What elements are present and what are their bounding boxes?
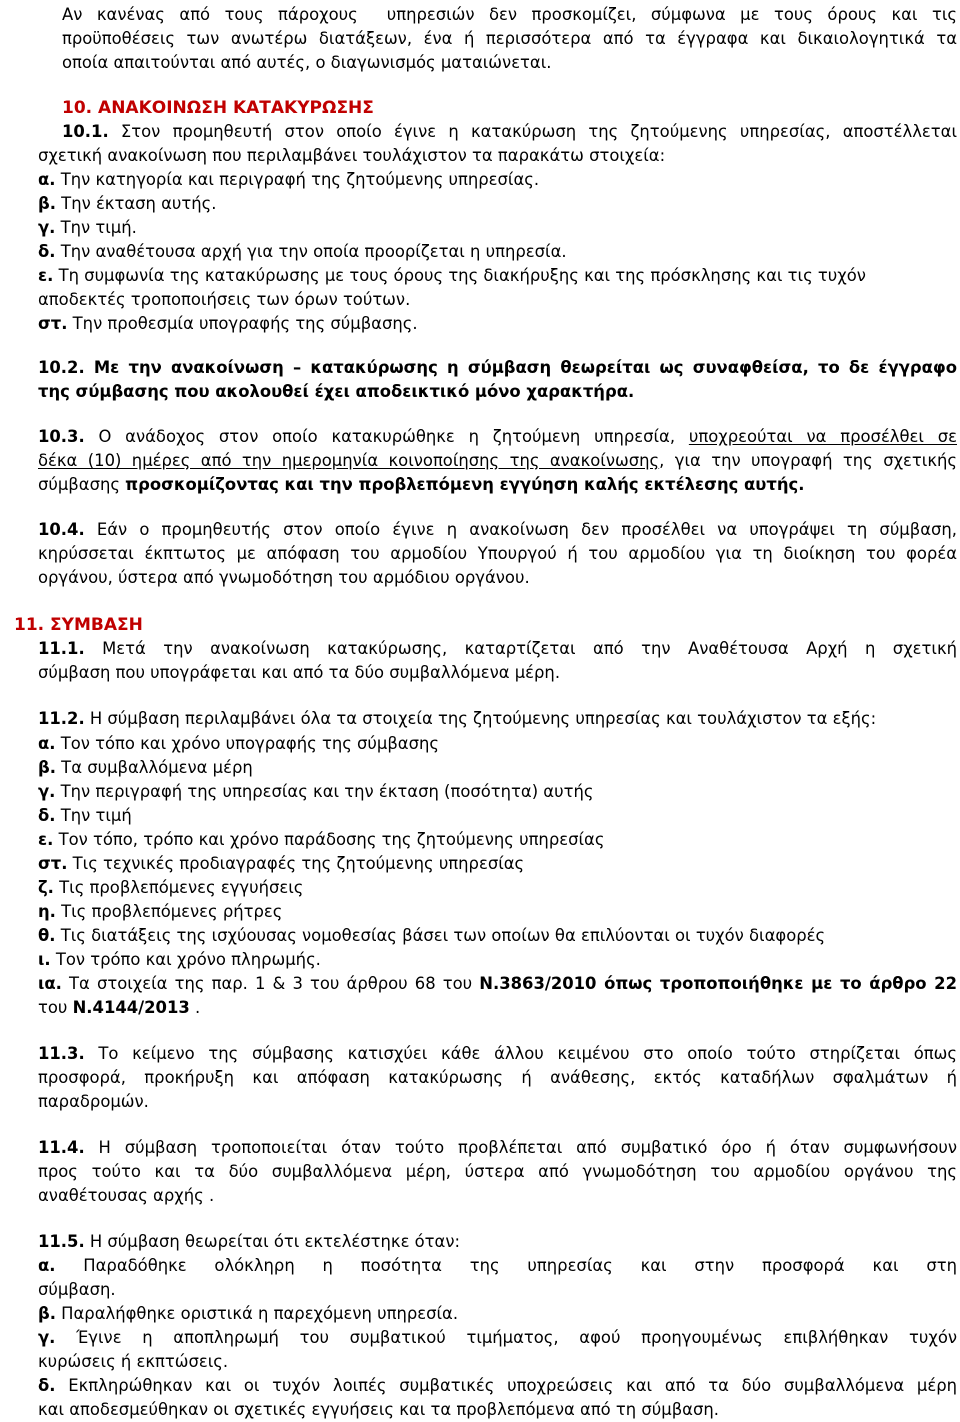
para-10-1-line-2: σχετική ανακοίνωση που περιλαμβάνει τουλάχιστον τα παρακάτω στοιχεία: — [38, 146, 666, 165]
list-label: ζ. — [38, 878, 54, 897]
list-text: Τη συμφωνία της κατακύρωσης με τους όρους της διακήρυξης και της πρόσκλησης και τις τυχόν — [53, 266, 866, 285]
list-text: Τις διατάξεις της ισχύουσας νομοθεσίας βάσει των οποίων θα επιλύονται οι τυχόν διαφορές — [55, 926, 826, 945]
list-11-5-item-g — [38, 1327, 957, 1349]
list-text: Έγινε η αποπληρωμή του συμβατικού τιμήματος, αφού προηγουμένως επιβλήθηκαν τυχόν — [55, 1328, 957, 1347]
list-11-5-item-a-cont: σύμβαση. — [38, 1280, 116, 1299]
para-10-3-line-3 — [38, 474, 804, 496]
para-10-3-line-1 — [38, 426, 957, 448]
list-11-item-ia-line-2 — [38, 997, 200, 1019]
para-text: Μετά την ανακοίνωση κατακύρωσης, καταρτίζεται από την Αναθέτουσα Αρχή η σχετική — [84, 639, 957, 658]
list-label: γ. — [38, 218, 56, 237]
section-10-heading: 10. ΑΝΑΚΟΙΝΩΣΗ ΚΑΤΑΚΥΡΩΣΗΣ — [62, 98, 374, 118]
para-text: Η σύμβαση τροποποιείται όταν τούτο προβλέπεται από συμβατικό όρο ή όταν συμφωνήσουν — [84, 1138, 957, 1157]
list-label: ε. — [38, 266, 54, 285]
list-10-item-a — [38, 169, 539, 191]
para-10-1-number: 10.1. — [62, 122, 109, 141]
para-11-3-line-1 — [38, 1043, 957, 1065]
intro-line-3: οποία απαιτούνται από αυτές, ο διαγωνισμός ματαιώνεται. — [62, 53, 552, 72]
list-11-5-item-b — [38, 1303, 458, 1325]
para-text: Ο ανάδοχος στον οποίο κατακυρώθηκε η ζητούμενη υπηρεσία, — [84, 427, 689, 446]
list-10-item-d — [38, 241, 567, 263]
list-11-item — [38, 877, 303, 899]
para-10-4-line-1 — [38, 519, 957, 541]
list-label: α. — [38, 1256, 56, 1275]
para-text: Το κείμενο της σύμβασης κατισχύει κάθε άλλου κειμένου στο οποίο τούτο στηρίζεται όπως — [84, 1044, 957, 1063]
list-10-item-e — [38, 265, 866, 287]
intro-line-1: Αν κανένας από τους πάροχους υπηρεσιών δεν προσκομίζει, σύμφωνα με τους όρους και τις — [62, 5, 957, 24]
list-text: Τις προβλεπόμενες ρήτρες — [55, 902, 283, 921]
para-11-3-line-3: παραδρομών. — [38, 1092, 149, 1111]
list-10-item-b — [38, 193, 217, 215]
list-text: Τον τόπο και χρόνο υπογραφής της σύμβασης — [55, 734, 439, 753]
list-11-5-item-g-cont: κυρώσεις ή εκπτώσεις. — [38, 1352, 229, 1371]
list-label: γ. — [38, 1328, 56, 1347]
list-11-item — [38, 757, 253, 779]
para-11-1-line-2: σύμβαση που υπογράφεται και από τα δύο συμβαλλόμενα μέρη. — [38, 663, 561, 682]
bold-text: Ν.4144/2013 — [72, 998, 190, 1017]
list-11-item — [38, 805, 132, 827]
list-label: β. — [38, 1304, 56, 1323]
list-label: α. — [38, 170, 56, 189]
list-label: γ. — [38, 782, 56, 801]
list-label: β. — [38, 194, 56, 213]
section-11-heading: 11. ΣΥΜΒΑΣΗ — [14, 615, 143, 635]
para-text: Η σύμβαση περιλαμβάνει όλα τα στοιχεία της ζητούμενης υπηρεσίας και τουλάχιστον τα εξής: — [84, 709, 877, 728]
para-11-2-line-1 — [38, 708, 876, 730]
para-11-5-number: 11.5. — [38, 1232, 85, 1251]
list-text: Τον τόπο, τρόπο και χρόνο παράδοσης της ζητούμενης υπηρεσίας — [53, 830, 605, 849]
list-text: Την τιμή — [55, 806, 132, 825]
list-11-item — [38, 733, 439, 755]
para-10-4-line-3: οργάνου, ύστερα από γνωμοδότηση του αρμόδιου οργάνου. — [38, 568, 530, 587]
list-text: Την τιμή. — [55, 218, 137, 237]
list-label: στ. — [38, 854, 68, 873]
list-text: Την κατηγορία και περιγραφή της ζητούμενης υπηρεσίας. — [55, 170, 540, 189]
list-text: Την προθεσμία υπογραφής της σύμβασης. — [67, 314, 418, 333]
para-text: Εάν ο προμηθευτής στον οποίο έγινε η ανακοίνωση δεν προσέλθει να υπογράψει τη σύμβαση, — [84, 520, 957, 539]
para-10-4-line-2: κηρύσσεται έκπτωτος με απόφαση του αρμοδίου Υπουργού ή του αρμοδίου για τη διοίκηση του φορέα — [38, 544, 957, 563]
list-text: Εκπληρώθηκαν και οι τυχόν λοιπές συμβατικές υποχρεώσεις και από τα δύο συμβαλλόμενα μέρη — [55, 1376, 957, 1395]
para-11-4-line-3: αναθέτουσας αρχής . — [38, 1186, 215, 1205]
list-text: Τα συμβαλλόμενα μέρη — [55, 758, 253, 777]
list-text: Παραλήφθηκε οριστικά η παρεχόμενη υπηρεσία. — [55, 1304, 459, 1323]
para-11-1-line-1 — [38, 638, 957, 660]
list-text: Τις προβλεπόμενες εγγυήσεις — [53, 878, 304, 897]
para-10-1-line-1 — [62, 121, 957, 143]
para-10-1-text: Στον προμηθευτή στον οποίο έγινε η κατακύρωση της ζητούμενης υπηρεσίας, αποστέλλεται — [108, 122, 957, 141]
list-11-item — [38, 829, 604, 851]
list-label: ι. — [38, 950, 51, 969]
underlined-text: υποχρεούται να προσέλθει σε — [688, 427, 957, 446]
para-11-1-number: 11.1. — [38, 639, 85, 658]
list-11-5-item-a — [38, 1255, 957, 1277]
para-10-4-number: 10.4. — [38, 520, 85, 539]
list-10-item-g — [38, 217, 137, 239]
list-11-item — [38, 901, 282, 923]
list-label: δ. — [38, 242, 56, 261]
para-11-2-number: 11.2. — [38, 709, 85, 728]
list-text: Τον τρόπο και χρόνο πληρωμής. — [50, 950, 321, 969]
para-11-4-number: 11.4. — [38, 1138, 85, 1157]
underlined-text: δέκα (10) ημέρες από την ημερομηνία κοινοποίησης της ανακοίνωσης — [38, 451, 660, 470]
list-11-item — [38, 949, 321, 971]
para-10-2-line-1: 10.2. Με την ανακοίνωση – κατακύρωσης η σύμβαση θεωρείται ως συναφθείσα, το δε έγγραφο — [38, 358, 957, 377]
list-11-item — [38, 853, 524, 875]
para-text: Η σύμβαση θεωρείται ότι εκτελέστηκε όταν: — [84, 1232, 461, 1251]
list-10-item-e-cont: αποδεκτές τροποποιήσεις των όρων τούτων. — [38, 290, 411, 309]
intro-line-2: προϋποθέσεις των ανωτέρω διατάξεων, ένα ή περισσότερα από τα έγγραφα και δικαιολογητικά τα — [62, 29, 957, 48]
para-text: , για την υπογραφή της σχετικής — [659, 451, 957, 470]
para-11-3-line-2: προσφορά, προκήρυξη και απόφαση κατακύρωσης ή ανάθεσης, εκτός καταδήλων σφαλμάτων ή — [38, 1068, 957, 1087]
list-text: Την έκταση αυτής. — [55, 194, 217, 213]
para-11-3-number: 11.3. — [38, 1044, 85, 1063]
list-label: θ. — [38, 926, 56, 945]
list-text: Παραδόθηκε ολόκληρη η ποσότητα της υπηρεσίας και στην προσφορά και στη — [55, 1256, 957, 1275]
list-label: η. — [38, 902, 56, 921]
list-text: . — [189, 998, 201, 1017]
list-text: του — [38, 998, 73, 1017]
list-10-item-st — [38, 313, 418, 335]
list-text: Την περιγραφή της υπηρεσίας και την έκταση (ποσότητα) αυτής — [55, 782, 594, 801]
list-label: β. — [38, 758, 56, 777]
list-label: δ. — [38, 806, 56, 825]
para-10-3-number: 10.3. — [38, 427, 85, 446]
list-text: Την αναθέτουσα αρχή για την οποία προορίζεται η υπηρεσία. — [55, 242, 567, 261]
bold-text: προσκομίζοντας και την προβλεπόμενη εγγύηση καλής εκτέλεσης αυτής. — [125, 475, 805, 494]
list-label: α. — [38, 734, 56, 753]
list-11-item-ia-line-1 — [38, 973, 957, 995]
list-text: Τα στοιχεία της παρ. 1 & 3 του άρθρου 68 του — [61, 974, 480, 993]
para-10-3-line-2 — [38, 450, 957, 472]
bold-text: Ν.3863/2010 όπως τροποποιήθηκε με το άρθρο 22 — [479, 974, 957, 993]
list-text: Τις τεχνικές προδιαγραφές της ζητούμενης υπηρεσίας — [67, 854, 525, 873]
para-text: σύμβασης — [38, 475, 126, 494]
para-10-2-line-2: της σύμβασης που ακολουθεί έχει αποδεικτικό μόνο χαρακτήρα. — [38, 382, 635, 401]
list-11-item — [38, 925, 825, 947]
list-11-item — [38, 781, 593, 803]
list-label: ια. — [38, 974, 62, 993]
list-label: δ. — [38, 1376, 56, 1395]
list-label: στ. — [38, 314, 68, 333]
para-11-4-line-2: προς τούτο και τα δύο συμβαλλόμενα μέρη, ύστερα από γνωμοδότηση του αρμοδίου οργάνου της — [38, 1162, 957, 1181]
list-11-5-item-d-cont: και αποδεσμεύθηκαν οι σχετικές εγγυήσεις και τα προβλεπόμενα από τη σύμβαση. — [38, 1400, 719, 1419]
list-11-5-item-d — [38, 1375, 957, 1397]
para-11-5-line-1 — [38, 1231, 460, 1253]
list-label: ε. — [38, 830, 54, 849]
para-11-4-line-1 — [38, 1137, 957, 1159]
